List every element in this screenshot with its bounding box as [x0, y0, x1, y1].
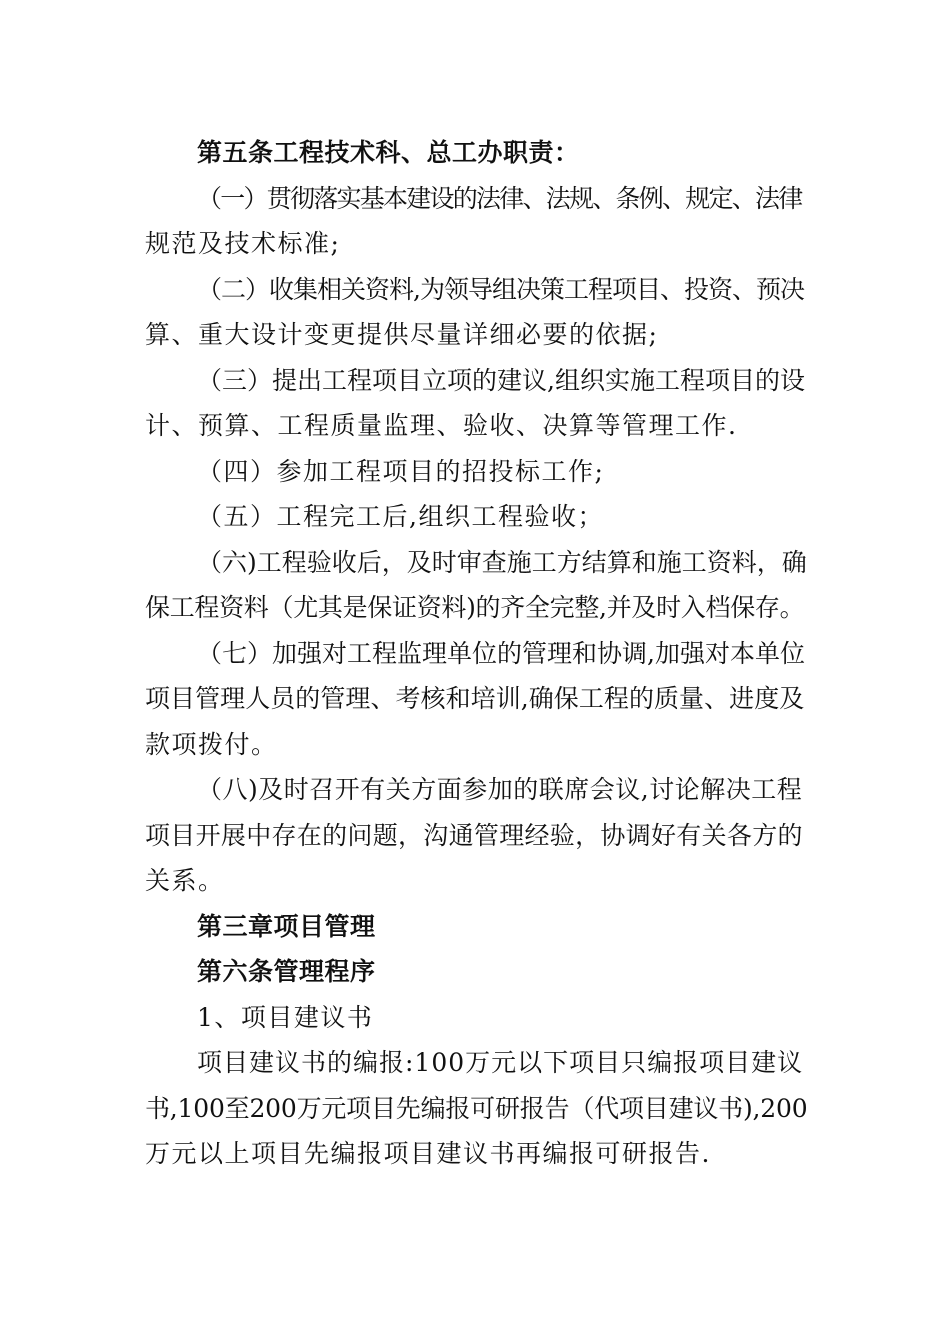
article5-item8-line3: 关系。 — [145, 866, 225, 895]
article5-item6-line2: 保工程资料（尤其是保证资料)的齐全完整,并及时入档保存。 — [145, 593, 805, 622]
article5-item1-line2: 规范及技术标准; — [145, 229, 341, 258]
article5-item6-line1: （六)工程验收后，及时审查施工方结算和施工资料，确 — [197, 547, 807, 577]
chapter3-heading: 第三章项目管理 — [197, 911, 376, 941]
article5-item3-line2: 计、预算、工程质量监理、验收、决算等管理工作. — [145, 411, 738, 440]
article5-item2-line1: （二）收集相关资料,为领导组决策工程项目、投资、预决 — [197, 274, 804, 304]
article5-item8-line1: （八)及时召开有关方面参加的联席会议,讨论解决工程 — [197, 775, 803, 804]
article5-item3-line1: （三）提出工程项目立项的建议,组织实施工程项目的设 — [197, 365, 805, 395]
article5-item7-line2: 项目管理人员的管理、考核和培训,确保工程的质量、进度及 — [145, 684, 805, 713]
article6-line2: 书,100至200万元项目先编报可研报告（代项目建议书),200 — [145, 1093, 808, 1123]
article6-line3: 万元以上项目先编报项目建议书再编报可研报告. — [145, 1139, 711, 1168]
article5-item5-line1: （五）工程完工后,组织工程验收； — [197, 502, 604, 531]
article5-item2-line2: 算、重大设计变更提供尽量详细必要的依据; — [145, 320, 659, 349]
article5-item7-line3: 款项拨付。 — [145, 729, 278, 759]
article5-heading: 第五条工程技术科、总工办职责： — [197, 138, 580, 167]
article6-subheading: 1、项目建议书 — [197, 1002, 374, 1032]
article5-item8-line2: 项目开展中存在的问题，沟通管理经验，协调好有关各方的 — [145, 820, 803, 850]
article5-item1-line1: （一）贯彻落实基本建设的法律、法规、条例、规定、法律 — [197, 183, 802, 213]
article6-heading: 第六条管理程序 — [197, 957, 376, 986]
article5-item4-line1: （四）参加工程项目的招投标工作; — [197, 456, 605, 486]
document-body — [145, 130, 807, 1177]
article5-item7-line1: （七）加强对工程监理单位的管理和协调,加强对本单位 — [197, 638, 805, 668]
article6-line1: 项目建议书的编报:100万元以下项目只编报项目建议 — [197, 1048, 804, 1077]
